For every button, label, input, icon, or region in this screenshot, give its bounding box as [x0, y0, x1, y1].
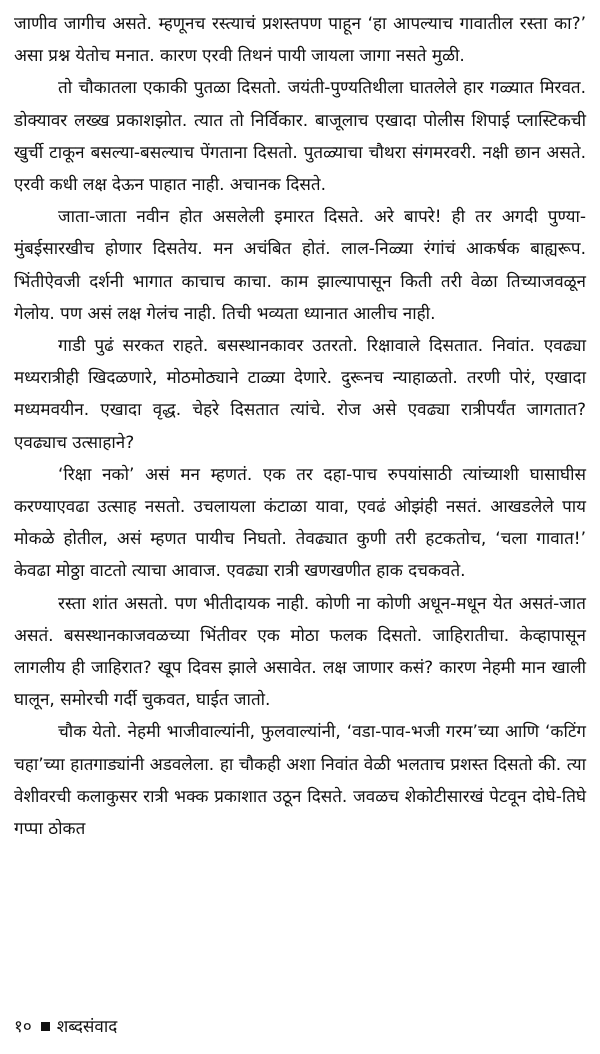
paragraph-4: गाडी पुढं सरकत राहते. बसस्थानकावर उतरतो. रिक्षावाले दिसतात. निवांत. एवढ्या मध्यरात्रीही खिदळणारे, मोठमोठ्याने टाळ्या देणारे. दुरूनच न्याहाळतो. तरणी पोरं, एखादा मध्यमवयीन. एखादा वृद्ध. चेहरे दिसतात त्यांचे. रोज असे एवढ्या रात्रीपर्यंत जागतात? एवढ्याच उत्साहाने? [14, 336, 586, 453]
paragraph-6: रस्ता शांत असतो. पण भीतीदायक नाही. कोणी ना कोणी अधून-मधून येत असतं-जात असतं. बसस्थानकाजवळच्या भिंतीवर एक मोठा फलक दिसतो. जाहिरातीचा. केव्हापासून लागलीय ही जाहिरात? खूप दिवस झाले असावेत. लक्ष जाणार कसं? कारण नेहमी मान खाली घालून, समोरची गर्दी चुकवत, घाईत जातो. [14, 593, 586, 711]
page-number: १० [14, 1017, 32, 1037]
paragraph-1: जाणीव जागीच असते. म्हणूनच रस्त्याचं प्रशस्तपण पाहून ‘हा आपल्याच गावातील रस्ता का?’ असा प्रश्न येतोच मनात. कारण एरवी तिथनं पायी जायला जागा नसते मुळी. [14, 14, 586, 67]
square-bullet-icon [41, 1022, 50, 1031]
paragraph-7: चौक येतो. नेहमी भाजीवाल्यांनी, फुलवाल्यांनी, ‘वडा-पाव-भजी गरम’च्या आणि ‘कटिंग चहा’च्या हातगाड्यांनी अडवलेला. हा चौकही अशा निवांत वेळी भलताच प्रशस्त दिसतो की. त्या वेशीवरची कलाकुसर रात्री भक्क प्रकाशात उठून दिसते. जवळच शेकोटीसारखं पेटवून दोघे-तिघे गप्पा ठोकत [14, 722, 586, 840]
book-title: शब्दसंवाद [56, 1017, 118, 1037]
paragraph-2: तो चौकातला एकाकी पुतळा दिसतो. जयंती-पुण्यतिथीला घातलेले हार गळ्यात मिरवत. डोक्यावर लख्ख प्रकाशझोत. त्यात तो निर्विकार. बाजूलाच एखादा पोलीस शिपाई प्लास्टिकची खुर्ची टाकून बसल्या-बसल्याच पेंगताना दिसतो. पुतळ्याचा चौथरा संगमरवरी. नक्षी छान असते. एरवी कधी लक्ष देऊन पाहात नाही. अचानक दिसते. [14, 78, 586, 196]
paragraph-5: ‘रिक्षा नको’ असं मन म्हणतं. एक तर दहा-पाच रुपयांसाठी त्यांच्याशी घासाघीस करण्याएवढा उत्साह नसतो. उचलायला कंटाळा यावा, एवढं ओझंही नसतं. आखडलेले पाय मोकळे होतील, असं म्हणत पायीच निघतो. तेवढ्यात कुणी तरी हटकतोच, ‘चला गावात!’ केवढा मोठ्ठा वाटतो त्याचा आवाज. एवढ्या रात्री खणखणीत हाक दचकवते. [14, 464, 586, 582]
paragraph-3: जाता-जाता नवीन होत असलेली इमारत दिसते. अरे बापरे! ही तर अगदी पुण्या-मुंबईसारखीच होणार दिसतेय. मन अचंबित होतं. लाल-निळ्या रंगांचं आकर्षक बाह्यरूप. भिंतीऐवजी दर्शनी भागात काचाच काचा. काम झाल्यापासून किती तरी वेळा तिच्याजवळून गेलोय. पण असं लक्ष गेलंच नाही. तिची भव्यता ध्यानात आलीच नाही. [14, 207, 586, 324]
page-body [14, 8, 586, 845]
page-footer [14, 1014, 117, 1040]
